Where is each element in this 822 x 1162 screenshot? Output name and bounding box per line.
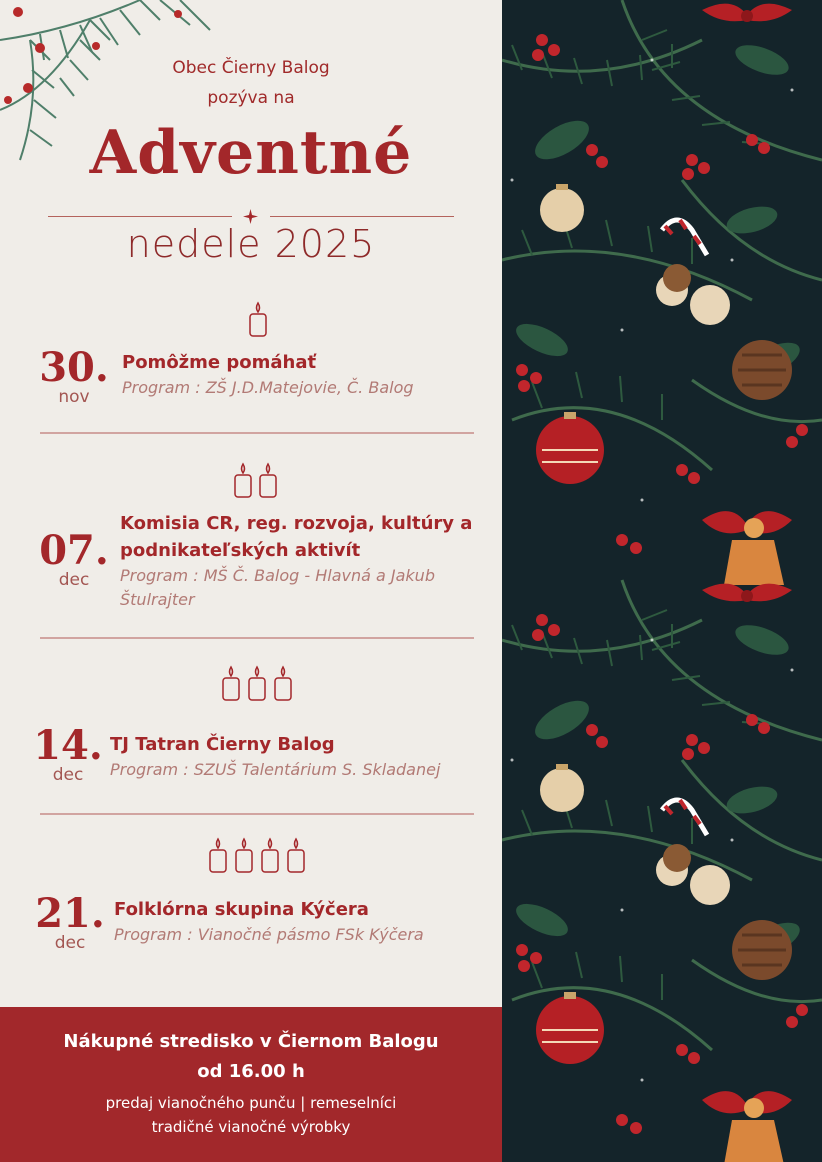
candles-icon-3 [220,664,296,702]
date-07-dec [38,527,110,590]
date-month: dec [58,570,90,590]
event-program: Program : SZUŠ Talentárium S. Skladanej [110,760,441,779]
title-rule-left [48,216,232,217]
date-30-nov [38,344,110,407]
footer-location: Nákupné stredisko v Čiernom Balogu [63,1031,439,1052]
intro-line-1: Obec Čierny Balog [172,58,330,78]
event-4 [114,896,424,947]
candles-icon-2 [232,461,282,499]
event-1 [122,349,414,400]
page-title: Adventné [89,118,413,188]
separator [40,813,474,815]
date-month: dec [52,765,84,785]
event-program-line-1: Program : MŠ Č. Balog - Hlavná a Jakub [120,566,435,585]
event-program: Program : ZŠ J.D.Matejovie, Č. Balog [122,378,414,397]
event-3 [110,731,440,782]
page-subtitle: nedele 2025 [126,222,376,266]
date-month: nov [58,387,90,407]
date-14-dec [32,722,104,785]
date-day: 07. [39,527,109,574]
event-program: Program : Vianočné pásmo FSk Kýčera [114,925,424,944]
intro-line-2: pozýva na [207,88,295,108]
date-day: 21. [35,890,105,937]
event-2 [120,510,472,612]
footer-extra-1: predaj vianočného punču | remeselníci [105,1094,397,1112]
separator [40,637,474,639]
footer-banner [0,1007,502,1162]
title-rule-right [270,216,454,217]
event-name: Folklórna skupina Kýčera [114,899,369,920]
event-name: TJ Tatran Čierny Balog [110,734,335,755]
event-name: Pomôžme pomáhať [122,352,317,373]
date-day: 30. [39,344,109,391]
footer-extra-2: tradičné vianočné výrobky [151,1118,351,1136]
candle-icon-1 [247,300,269,338]
date-day: 14. [33,722,103,769]
christmas-pattern-image [502,0,822,1162]
event-name-line-1: Komisia CR, reg. rozvoja, kultúry a [120,513,473,534]
event-program-line-2: Štulrajter [120,590,195,609]
footer-time: od 16.00 h [197,1061,305,1082]
candles-icon-4 [207,836,309,874]
christmas-pattern-panel [502,0,822,1162]
date-21-dec [34,890,106,953]
event-name-line-2: podnikateľských aktivít [120,540,361,561]
date-month: dec [54,933,86,953]
separator [40,432,474,434]
